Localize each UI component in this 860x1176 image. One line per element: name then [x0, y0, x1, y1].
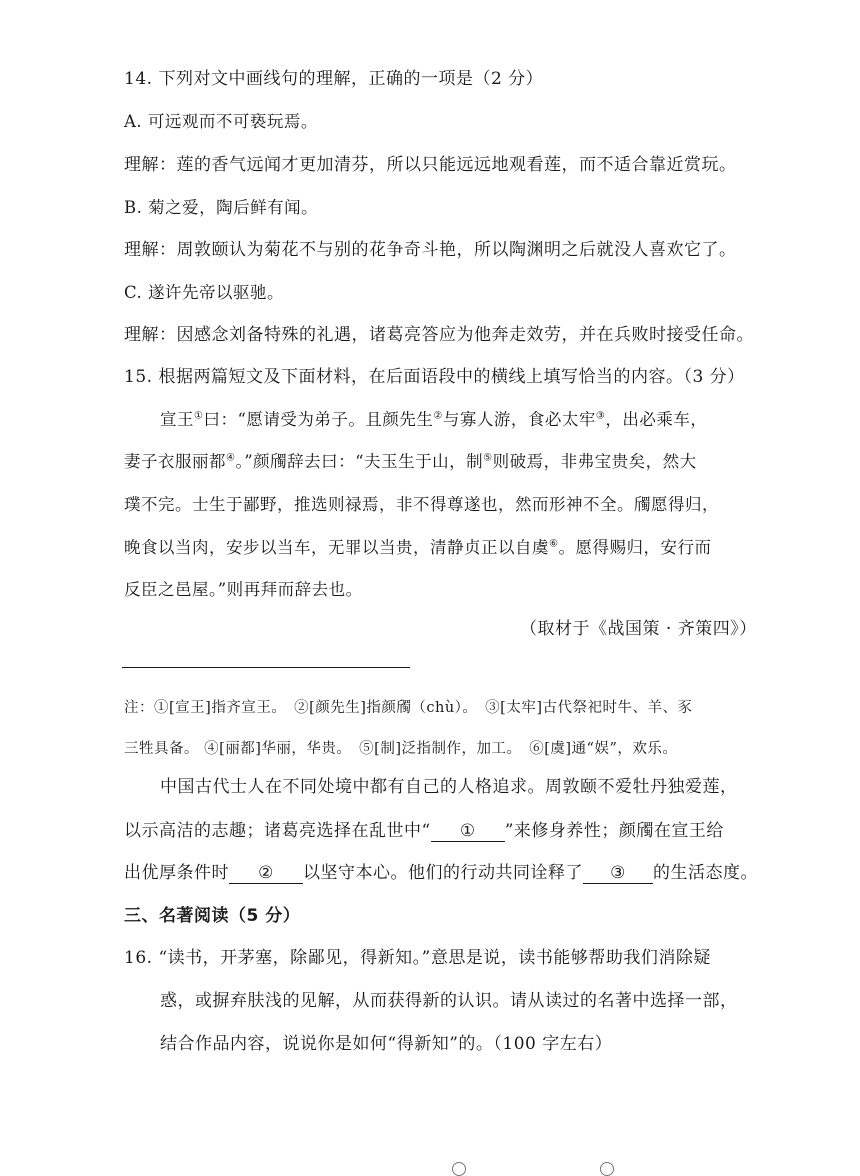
- q15-passage-line-5: 反臣之邑屋。”则再拜而辞去也。: [124, 580, 363, 599]
- q14-option-a-sentence: A. 可远观而不可亵玩焉。: [124, 112, 318, 131]
- passage-text: 则破焉，非弗宝贵矣，然大: [492, 452, 697, 471]
- q15-passage-line-1: [160, 409, 707, 431]
- passage-text: 与寡人游，食必太牢: [442, 410, 596, 429]
- paragraph-text: 的生活态度。: [653, 863, 758, 883]
- q15-passage-line-4: [124, 537, 711, 559]
- passage-text: 。愿得赐归，安行而: [558, 538, 712, 557]
- paragraph-text: 出优厚条件时: [124, 863, 229, 883]
- note-marker: ④: [226, 452, 236, 464]
- scan-mark: [452, 1162, 466, 1176]
- note-marker: ⑤: [483, 452, 493, 464]
- notes-divider: [122, 667, 410, 668]
- note-marker: ③: [595, 410, 606, 422]
- passage-text: 。”颜斶辞去曰：“夫玉生于山，制: [235, 452, 484, 471]
- answer-blank-1[interactable]: ①: [431, 821, 505, 842]
- note-marker: ②: [433, 410, 443, 422]
- q15-paragraph-line-1: 中国古代士人在不同处境中都有自己的人格追求。周敦颐不爱牡丹独爱莲，: [160, 777, 738, 797]
- paragraph-text: 以坚守本心。他们的行动共同诠释了: [303, 863, 583, 883]
- q16-line-2: 惑，或摒弃肤浅的见解，从而获得新的认识。请从读过的名著中选择一部，: [160, 991, 738, 1011]
- q15-source: （取材于《战国策 · 齐策四》）: [520, 619, 757, 639]
- q14-stem: 14. 下列对文中画线句的理解，正确的一项是（2 分）: [124, 69, 544, 89]
- passage-text: ，出必乘车，: [605, 410, 708, 429]
- answer-blank-2[interactable]: ②: [229, 863, 303, 884]
- q14-option-c-reading: 理解：因感念刘备特殊的礼遇，诸葛亮答应为他奔走效劳，并在兵败时接受任命。: [124, 325, 754, 345]
- paragraph-text: ”来修身养性；颜斶在宣王给: [504, 821, 724, 841]
- q15-notes-line-1: 注：①[宣王]指齐宣王。 ②[颜先生]指颜斶（chù）。 ③[太牢]古代祭祀时牛、羊、豕: [124, 700, 693, 716]
- q16-line-1: 16. “读书，开茅塞，除鄙见，得新知。”意思是说，读书能够帮助我们消除疑: [124, 948, 711, 968]
- note-marker: ①: [194, 410, 204, 422]
- passage-text: 晚食以当肉，安步以当车，无罪以当贵，清静贞正以自虞: [124, 538, 549, 557]
- q14-option-b-sentence: B. 菊之爱，陶后鲜有闻。: [124, 198, 319, 217]
- q14-option-a-reading: 理解：莲的香气远闻才更加清芬，所以只能远远地观看莲，而不适合靠近赏玩。: [124, 155, 737, 175]
- q15-paragraph-line-3: [124, 862, 758, 884]
- answer-blank-3[interactable]: ③: [583, 863, 653, 884]
- q14-option-c-sentence: C. 遂许先帝以驱驰。: [124, 283, 285, 302]
- q15-stem: 15. 根据两篇短文及下面材料，在后面语段中的横线上填写恰当的内容。（3 分）: [124, 367, 745, 387]
- passage-text: 曰：“愿请受为弟子。且颜先生: [203, 410, 434, 429]
- q15-passage-line-3: 璞不完。士生于鄙野，推选则禄焉，非不得尊遂也，然而形神不全。斶愿得归，: [124, 495, 719, 514]
- note-marker: ⑥: [549, 538, 559, 550]
- paragraph-text: 以示高洁的志趣；诸葛亮选择在乱世中“: [124, 821, 431, 841]
- q15-notes-line-2: 三牲具备。 ④[丽都]华丽，华贵。 ⑤[制]泛指制作，加工。 ⑥[虞]通“娱”，欢乐。: [124, 741, 678, 757]
- passage-text: 妻子衣服丽都: [124, 452, 226, 471]
- scan-mark: [600, 1162, 614, 1176]
- passage-text: 宣王: [160, 410, 194, 429]
- q16-line-3: 结合作品内容，说说你是如何“得新知”的。（100 字左右）: [160, 1034, 613, 1054]
- q15-paragraph-line-2: [124, 820, 724, 842]
- section-3-heading: 三、名著阅读（5 分）: [124, 906, 301, 926]
- q15-passage-line-2: [124, 451, 697, 473]
- q14-option-b-reading: 理解：周敦颐认为菊花不与别的花争奇斗艳，所以陶渊明之后就没人喜欢它了。: [124, 240, 737, 260]
